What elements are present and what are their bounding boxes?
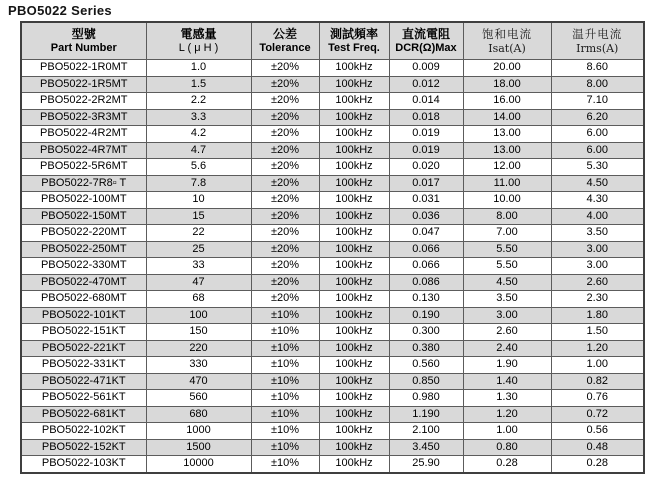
table-row xyxy=(21,423,644,440)
table-cell: 220 xyxy=(146,340,251,357)
table-cell: PBO5022-1R5MT xyxy=(21,76,146,93)
table-cell: PBO5022-3R3MT xyxy=(21,109,146,126)
table-cell: PBO5022-151KT xyxy=(21,324,146,341)
table-cell: 13.00 xyxy=(463,126,551,143)
table-cell: 2.2 xyxy=(146,93,251,110)
table-cell: 2.40 xyxy=(463,340,551,357)
table-row xyxy=(21,208,644,225)
table-cell: 0.380 xyxy=(389,340,463,357)
table-cell: 0.56 xyxy=(551,423,644,440)
table-cell: 47 xyxy=(146,274,251,291)
table-cell: 11.00 xyxy=(463,175,551,192)
table-cell: 100kHz xyxy=(319,192,389,209)
table-cell: 20.00 xyxy=(463,60,551,77)
table-cell: 0.020 xyxy=(389,159,463,176)
table-cell: 68 xyxy=(146,291,251,308)
table-row xyxy=(21,406,644,423)
table-row xyxy=(21,93,644,110)
table-cell: PBO5022-561KT xyxy=(21,390,146,407)
table-row xyxy=(21,109,644,126)
table-cell: 4.2 xyxy=(146,126,251,143)
column-header-en: Test Freq. xyxy=(328,42,380,54)
table-cell: 1.80 xyxy=(551,307,644,324)
table-row xyxy=(21,340,644,357)
table-cell: 150 xyxy=(146,324,251,341)
table-cell: 0.009 xyxy=(389,60,463,77)
table-cell: ±10% xyxy=(251,373,319,390)
table-cell: 0.28 xyxy=(551,456,644,473)
table-cell: ±20% xyxy=(251,274,319,291)
table-cell: 3.50 xyxy=(551,225,644,242)
column-header-3 xyxy=(251,22,319,60)
table-cell: 100kHz xyxy=(319,76,389,93)
column-header-en: L ( μ H ) xyxy=(178,42,219,54)
table-body xyxy=(21,60,644,473)
table-cell: ±20% xyxy=(251,60,319,77)
table-cell: 100kHz xyxy=(319,357,389,374)
table-cell: 4.30 xyxy=(551,192,644,209)
table-row xyxy=(21,373,644,390)
table-cell: 16.00 xyxy=(463,93,551,110)
table-cell: 0.82 xyxy=(551,373,644,390)
table-cell: 100kHz xyxy=(319,258,389,275)
table-cell: 1.20 xyxy=(463,406,551,423)
table-cell: 13.00 xyxy=(463,142,551,159)
table-cell: ±20% xyxy=(251,192,319,209)
table-cell: ±10% xyxy=(251,406,319,423)
table-cell: PBO5022-152KT xyxy=(21,439,146,456)
table-cell: ±20% xyxy=(251,175,319,192)
table-cell: ±10% xyxy=(251,340,319,357)
table-cell: PBO5022-470MT xyxy=(21,274,146,291)
table-row xyxy=(21,159,644,176)
table-cell: 100kHz xyxy=(319,208,389,225)
table-cell: 100kHz xyxy=(319,274,389,291)
table-cell: PBO5022-101KT xyxy=(21,307,146,324)
table-cell: 100kHz xyxy=(319,340,389,357)
table-row xyxy=(21,439,644,456)
table-cell: 0.300 xyxy=(389,324,463,341)
table-cell: ±20% xyxy=(251,93,319,110)
table-cell: 4.7 xyxy=(146,142,251,159)
table-cell: 0.012 xyxy=(389,76,463,93)
column-header-en: DCR(Ω)Max xyxy=(395,42,457,54)
column-header-zh: 温升电流 xyxy=(572,27,623,41)
table-cell: 0.850 xyxy=(389,373,463,390)
table-cell: 100kHz xyxy=(319,159,389,176)
table-cell: 25 xyxy=(146,241,251,258)
table-cell: 33 xyxy=(146,258,251,275)
column-header-2 xyxy=(146,22,251,60)
table-cell: 8.00 xyxy=(551,76,644,93)
table-cell: 7.00 xyxy=(463,225,551,242)
column-header-en: Irms(A) xyxy=(576,42,619,55)
table-cell: 1.50 xyxy=(551,324,644,341)
table-cell: ±20% xyxy=(251,258,319,275)
table-cell: PBO5022-681KT xyxy=(21,406,146,423)
table-cell: 3.00 xyxy=(463,307,551,324)
table-cell: 100kHz xyxy=(319,307,389,324)
table-cell: 6.20 xyxy=(551,109,644,126)
table-cell: 100kHz xyxy=(319,142,389,159)
table-cell: 25.90 xyxy=(389,456,463,473)
table-cell: 1.0 xyxy=(146,60,251,77)
table-cell: ±10% xyxy=(251,390,319,407)
table-row xyxy=(21,142,644,159)
table-cell: 0.130 xyxy=(389,291,463,308)
table-cell: PBO5022-250MT xyxy=(21,241,146,258)
table-cell: 100kHz xyxy=(319,423,389,440)
table-row xyxy=(21,60,644,77)
table-cell: PBO5022-4R7MT xyxy=(21,142,146,159)
table-cell: 1000 xyxy=(146,423,251,440)
table-cell: ±20% xyxy=(251,241,319,258)
table-cell: 100kHz xyxy=(319,373,389,390)
table-cell: ±10% xyxy=(251,307,319,324)
table-cell: 1.190 xyxy=(389,406,463,423)
table-cell: 100kHz xyxy=(319,324,389,341)
table-cell: 10 xyxy=(146,192,251,209)
table-cell: 100kHz xyxy=(319,439,389,456)
table-cell: 0.48 xyxy=(551,439,644,456)
table-cell: 4.50 xyxy=(551,175,644,192)
table-cell: PBO5022-7R8▫ T xyxy=(21,175,146,192)
table-cell: 100kHz xyxy=(319,225,389,242)
table-cell: 100kHz xyxy=(319,175,389,192)
table-row xyxy=(21,258,644,275)
table-cell: 1.90 xyxy=(463,357,551,374)
table-cell: PBO5022-1R0MT xyxy=(21,60,146,77)
table-cell: 8.60 xyxy=(551,60,644,77)
table-cell: 100kHz xyxy=(319,93,389,110)
table-cell: 4.00 xyxy=(551,208,644,225)
table-cell: ±20% xyxy=(251,76,319,93)
table-cell: 10000 xyxy=(146,456,251,473)
table-cell: 7.10 xyxy=(551,93,644,110)
table-cell: 100kHz xyxy=(319,241,389,258)
table-cell: PBO5022-150MT xyxy=(21,208,146,225)
table-cell: 1500 xyxy=(146,439,251,456)
column-header-6 xyxy=(463,22,551,60)
table-cell: 100kHz xyxy=(319,291,389,308)
table-row xyxy=(21,324,644,341)
table-cell: 0.019 xyxy=(389,126,463,143)
table-cell: 100kHz xyxy=(319,406,389,423)
table-cell: PBO5022-221KT xyxy=(21,340,146,357)
table-cell: PBO5022-330MT xyxy=(21,258,146,275)
table-cell: 12.00 xyxy=(463,159,551,176)
column-header-4 xyxy=(319,22,389,60)
table-cell: ±10% xyxy=(251,456,319,473)
table-cell: ±20% xyxy=(251,109,319,126)
table-cell: 14.00 xyxy=(463,109,551,126)
table-row xyxy=(21,274,644,291)
table-cell: 5.50 xyxy=(463,241,551,258)
table-cell: 5.50 xyxy=(463,258,551,275)
table-row xyxy=(21,357,644,374)
table-cell: 2.100 xyxy=(389,423,463,440)
column-header-zh: 電感量 xyxy=(180,27,217,41)
table-cell: 0.086 xyxy=(389,274,463,291)
table-row xyxy=(21,192,644,209)
table-cell: PBO5022-220MT xyxy=(21,225,146,242)
table-cell: 0.28 xyxy=(463,456,551,473)
column-header-zh: 饱和电流 xyxy=(482,27,532,41)
table-row xyxy=(21,126,644,143)
table-cell: 0.014 xyxy=(389,93,463,110)
table-cell: 3.00 xyxy=(551,241,644,258)
table-cell: ±20% xyxy=(251,208,319,225)
table-cell: 1.5 xyxy=(146,76,251,93)
table-row xyxy=(21,456,644,473)
table-row xyxy=(21,390,644,407)
table-cell: 100kHz xyxy=(319,390,389,407)
column-header-7 xyxy=(551,22,644,60)
table-cell: 6.00 xyxy=(551,126,644,143)
table-cell: 15 xyxy=(146,208,251,225)
header-row xyxy=(21,22,644,60)
table-cell: PBO5022-102KT xyxy=(21,423,146,440)
table-cell: 6.00 xyxy=(551,142,644,159)
table-cell: ±20% xyxy=(251,291,319,308)
table-cell: PBO5022-471KT xyxy=(21,373,146,390)
table-cell: PBO5022-4R2MT xyxy=(21,126,146,143)
table-cell: 100kHz xyxy=(319,109,389,126)
table-row xyxy=(21,291,644,308)
column-header-1 xyxy=(21,22,146,60)
table-cell: 5.6 xyxy=(146,159,251,176)
table-cell: 3.450 xyxy=(389,439,463,456)
column-header-zh: 測試頻率 xyxy=(329,27,378,41)
table-cell: 0.019 xyxy=(389,142,463,159)
inductor-spec-table xyxy=(20,21,645,474)
table-cell: 0.017 xyxy=(389,175,463,192)
column-header-en: Isat(A) xyxy=(488,42,526,55)
column-header-5 xyxy=(389,22,463,60)
table-cell: 0.018 xyxy=(389,109,463,126)
table-cell: ±20% xyxy=(251,225,319,242)
table-cell: ±20% xyxy=(251,142,319,159)
table-cell: 470 xyxy=(146,373,251,390)
table-cell: 1.00 xyxy=(551,357,644,374)
table-cell: PBO5022-2R2MT xyxy=(21,93,146,110)
table-cell: 0.036 xyxy=(389,208,463,225)
table-row xyxy=(21,76,644,93)
table-cell: 0.031 xyxy=(389,192,463,209)
table-cell: PBO5022-331KT xyxy=(21,357,146,374)
table-cell: 1.40 xyxy=(463,373,551,390)
table-cell: 10.00 xyxy=(463,192,551,209)
table-cell: ±10% xyxy=(251,357,319,374)
table-cell: 100 xyxy=(146,307,251,324)
table-cell: 5.30 xyxy=(551,159,644,176)
table-cell: 1.00 xyxy=(463,423,551,440)
table-cell: 0.80 xyxy=(463,439,551,456)
table-cell: 3.3 xyxy=(146,109,251,126)
table-cell: ±10% xyxy=(251,324,319,341)
table-cell: 0.72 xyxy=(551,406,644,423)
table-cell: 100kHz xyxy=(319,456,389,473)
table-cell: 100kHz xyxy=(319,60,389,77)
table-cell: 8.00 xyxy=(463,208,551,225)
table-cell: 0.066 xyxy=(389,258,463,275)
column-header-en: Tolerance xyxy=(259,42,311,54)
column-header-zh: 型號 xyxy=(71,27,96,41)
table-cell: 0.560 xyxy=(389,357,463,374)
table-cell: 560 xyxy=(146,390,251,407)
table-cell: ±10% xyxy=(251,423,319,440)
table-cell: 3.00 xyxy=(551,258,644,275)
table-cell: 100kHz xyxy=(319,126,389,143)
table-cell: 0.066 xyxy=(389,241,463,258)
table-cell: PBO5022-100MT xyxy=(21,192,146,209)
table-row xyxy=(21,175,644,192)
table-cell: 2.60 xyxy=(551,274,644,291)
table-cell: 680 xyxy=(146,406,251,423)
table-header xyxy=(21,22,644,60)
table-cell: 2.30 xyxy=(551,291,644,308)
table-row xyxy=(21,241,644,258)
table-cell: PBO5022-680MT xyxy=(21,291,146,308)
table-cell: PBO5022-5R6MT xyxy=(21,159,146,176)
table-row xyxy=(21,307,644,324)
table-cell: 330 xyxy=(146,357,251,374)
table-cell: ±10% xyxy=(251,439,319,456)
table-cell: 3.50 xyxy=(463,291,551,308)
table-cell: 2.60 xyxy=(463,324,551,341)
table-cell: ±20% xyxy=(251,126,319,143)
table-cell: PBO5022-103KT xyxy=(21,456,146,473)
page-title: PBO5022 Series xyxy=(8,3,112,18)
table-cell: ±20% xyxy=(251,159,319,176)
table-cell: 1.30 xyxy=(463,390,551,407)
column-header-en: Part Number xyxy=(50,42,117,54)
table-cell: 0.980 xyxy=(389,390,463,407)
table-cell: 1.20 xyxy=(551,340,644,357)
table-cell: 22 xyxy=(146,225,251,242)
table-cell: 18.00 xyxy=(463,76,551,93)
column-header-zh: 直流電阻 xyxy=(401,27,450,41)
table-row xyxy=(21,225,644,242)
table-cell: 0.190 xyxy=(389,307,463,324)
column-header-zh: 公差 xyxy=(272,27,297,41)
table-cell: 0.76 xyxy=(551,390,644,407)
table-cell: 4.50 xyxy=(463,274,551,291)
table-cell: 0.047 xyxy=(389,225,463,242)
table-cell: 7.8 xyxy=(146,175,251,192)
